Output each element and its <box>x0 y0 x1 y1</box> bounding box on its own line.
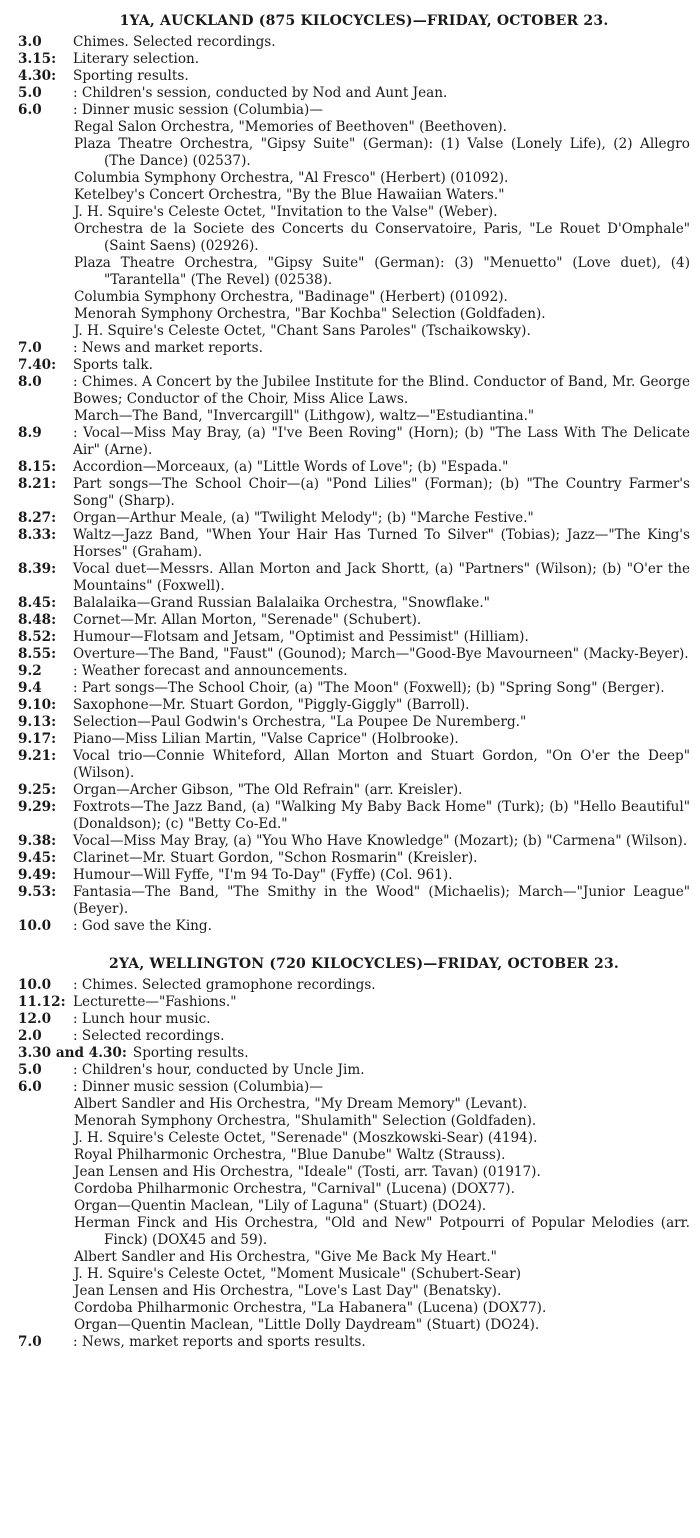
program-description: Accordion—Morceaux, (a) "Little Words of Love"; (b) "Espada." <box>73 459 509 475</box>
program-time: 8.52: <box>18 629 57 645</box>
program-description: Selection—Paul Godwin's Orchestra, "La Poupee De Nuremberg." <box>73 714 527 730</box>
program-entry <box>18 374 690 408</box>
program-time: 8.45: <box>18 595 57 611</box>
program-sub-item: Columbia Symphony Orchestra, "Badinage" (Herbert) (01092). <box>74 289 508 305</box>
program-entry <box>18 1079 690 1096</box>
program-entry <box>18 918 690 935</box>
program-sub-item: Royal Philharmonic Orchestra, "Blue Danube" Waltz (Strauss). <box>74 1147 506 1163</box>
program-entry <box>18 1028 690 1045</box>
program-entry <box>18 1011 690 1028</box>
program-entry <box>18 1045 690 1062</box>
program-description: Humour—Will Fyffe, "I'm 94 To-Day" (Fyffe) (Col. 961). <box>73 867 453 883</box>
program-time: 2.0 <box>18 1028 42 1044</box>
program-description: Sporting results. <box>132 1045 249 1061</box>
program-sub-item: Organ—Quentin Maclean, "Lily of Laguna" (Stuart) (DO24). <box>74 1198 487 1214</box>
program-description: : Chimes. Selected gramophone recordings. <box>73 977 376 993</box>
program-description: : News, market reports and sports results. <box>73 1334 366 1350</box>
program-entry <box>18 1334 690 1351</box>
program-list <box>18 977 690 1351</box>
program-sub-item: Herman Finck and His Orchestra, "Old and New" Potpourri of Popular Melodies (arr. Finck) (DOX45 and 59). <box>74 1215 690 1248</box>
program-entry <box>18 799 690 833</box>
program-description: Vocal duet—Messrs. Allan Morton and Jack Shortt, (a) "Partners" (Wilson); (b) "O'er the Mountains" (Foxwell). <box>73 561 690 594</box>
program-time: 9.29: <box>18 799 57 815</box>
program-time: 7.40: <box>18 357 57 373</box>
program-description: Part songs—The School Choir—(a) "Pond Lilies" (Forman); (b) "The Country Farmer's Song" (Sharp). <box>73 476 690 509</box>
program-entry <box>18 340 690 357</box>
program-time: 12.0 <box>18 1011 52 1027</box>
program-entry <box>18 977 690 994</box>
program-time: 3.30 and 4.30: <box>18 1045 127 1061</box>
program-entry <box>18 561 690 595</box>
program-sub-item: Jean Lensen and His Orchestra, "Love's Last Day" (Benatsky). <box>74 1283 502 1299</box>
program-description: Humour—Flotsam and Jetsam, "Optimist and Pessimist" (Hilliam). <box>73 629 529 645</box>
program-description: Piano—Miss Lilian Martin, "Valse Caprice" (Holbrooke). <box>73 731 459 747</box>
program-time: 7.0 <box>18 340 42 356</box>
program-time: 9.25: <box>18 782 57 798</box>
program-entry <box>18 476 690 510</box>
program-entry <box>18 51 690 68</box>
program-entry <box>18 867 690 884</box>
program-entry <box>18 34 690 51</box>
program-description: Fantasia—The Band, "The Smithy in the Wood" (Michaelis); March—"Junior League" (Beyer). <box>73 884 690 917</box>
program-sub-item: Orchestra de la Societe des Concerts du Conservatoire, Paris, "Le Rouet D'Omphale" (Saint Saens) (02926). <box>74 221 690 254</box>
program-entry <box>18 595 690 612</box>
program-sub-item: March—The Band, "Invercargill" (Lithgow), waltz—"Estudiantina." <box>74 408 535 424</box>
program-time: 9.13: <box>18 714 57 730</box>
program-time: 3.0 <box>18 34 42 50</box>
station-section-2ya <box>18 951 690 1351</box>
program-entry <box>18 1062 690 1079</box>
program-description: Sporting results. <box>73 68 189 84</box>
program-sub-item: Plaza Theatre Orchestra, "Gipsy Suite" (German): (1) Valse (Lonely Life), (2) Allegro (The Dance) (02537). <box>74 136 690 169</box>
program-sub-item: Jean Lensen and His Orchestra, "Ideale" (Tosti, arr. Tavan) (01917). <box>74 1164 541 1180</box>
program-time: 10.0 <box>18 918 52 934</box>
program-time: 8.9 <box>18 425 42 441</box>
program-time: 8.33: <box>18 527 57 543</box>
program-entry <box>18 85 690 102</box>
program-description: : Dinner music session (Columbia)— <box>73 102 323 118</box>
program-time: 8.27: <box>18 510 57 526</box>
program-description: : News and market reports. <box>73 340 263 356</box>
program-description: Organ—Arthur Meale, (a) "Twilight Melody"; (b) "Marche Festive." <box>73 510 534 526</box>
program-entry <box>18 357 690 374</box>
program-sub-item: J. H. Squire's Celeste Octet, "Chant Sans Paroles" (Tschaikowsky). <box>74 323 531 339</box>
program-entry <box>18 680 690 697</box>
program-description: : Chimes. A Concert by the Jubilee Institute for the Blind. Conductor of Band, Mr. George Bowes; Conductor of the Choir, Miss Alice Laws. <box>73 374 690 407</box>
program-time: 5.0 <box>18 85 42 101</box>
program-sub-item: Organ—Quentin Maclean, "Little Dolly Daydream" (Stuart) (DO24). <box>74 1317 540 1333</box>
program-description: : Weather forecast and announcements. <box>73 663 348 679</box>
program-time: 9.38: <box>18 833 57 849</box>
program-description: Clarinet—Mr. Stuart Gordon, "Schon Rosmarin" (Kreisler). <box>73 850 478 866</box>
program-description: : God save the King. <box>73 918 212 934</box>
program-description: Lecturette—"Fashions." <box>73 994 237 1010</box>
program-time: 9.4 <box>18 680 42 696</box>
program-entry <box>18 850 690 867</box>
program-sub-item: J. H. Squire's Celeste Octet, "Moment Musicale" (Schubert-Sear) <box>74 1266 522 1282</box>
program-time: 9.45: <box>18 850 57 866</box>
program-entry <box>18 646 690 663</box>
program-description: Vocal—Miss May Bray, (a) "You Who Have Knowledge" (Mozart); (b) "Carmena" (Wilson). <box>73 833 688 849</box>
program-description: Saxophone—Mr. Stuart Gordon, "Piggly-Giggly" (Barroll). <box>73 697 470 713</box>
program-time: 9.2 <box>18 663 42 679</box>
program-sub-item: Albert Sandler and His Orchestra, "My Dream Memory" (Levant). <box>74 1096 528 1112</box>
section-heading: 1YA, AUCKLAND (875 KILOCYCLES)—FRIDAY, OCTOBER 23. <box>119 13 609 29</box>
program-entry <box>18 697 690 714</box>
program-time: 4.30: <box>18 68 57 84</box>
program-sub-item: Columbia Symphony Orchestra, "Al Fresco" (Herbert) (01092). <box>74 170 509 186</box>
program-time: 9.10: <box>18 697 57 713</box>
program-time: 9.49: <box>18 867 57 883</box>
program-time: 8.55: <box>18 646 57 662</box>
program-sub-item: Menorah Symphony Orchestra, "Bar Kochba" Selection (Goldfaden). <box>74 306 546 322</box>
program-sub-item: Cordoba Philharmonic Orchestra, "La Habanera" (Lucena) (DOX77). <box>74 1300 547 1316</box>
program-time: 5.0 <box>18 1062 42 1078</box>
program-entry <box>18 714 690 731</box>
program-description: : Vocal—Miss May Bray, (a) "I've Been Roving" (Horn); (b) "The Lass With The Delicate Air" (Arne). <box>73 425 690 458</box>
program-sub-item: Albert Sandler and His Orchestra, "Give Me Back My Heart." <box>74 1249 497 1265</box>
program-description: : Children's hour, conducted by Uncle Jim. <box>73 1062 365 1078</box>
program-description: Overture—The Band, "Faust" (Gounod); March—"Good-Bye Mavourneen" (Macky-Beyer). <box>73 646 689 662</box>
program-entry <box>18 102 690 119</box>
program-sub-item: Regal Salon Orchestra, "Memories of Beethoven" (Beethoven). <box>74 119 507 135</box>
section-heading: 2YA, WELLINGTON (720 KILOCYCLES)—FRIDAY, OCTOBER 23. <box>109 956 619 972</box>
program-time: 8.15: <box>18 459 57 475</box>
program-time: 11.12: <box>18 994 66 1010</box>
program-sub-item: J. H. Squire's Celeste Octet, "Invitation to the Valse" (Weber). <box>74 204 498 220</box>
program-time: 8.48: <box>18 612 57 628</box>
station-section-1ya <box>18 8 690 935</box>
program-description: Organ—Archer Gibson, "The Old Refrain" (arr. Kreisler). <box>73 782 463 798</box>
program-entry <box>18 527 690 561</box>
program-description: Waltz—Jazz Band, "When Your Hair Has Turned To Silver" (Tobias); Jazz—"The King's Horses" (Graham). <box>73 527 690 560</box>
program-sub-item: J. H. Squire's Celeste Octet, "Serenade" (Moszkowski-Sear) (4194). <box>74 1130 538 1146</box>
program-entry <box>18 629 690 646</box>
program-description: : Selected recordings. <box>73 1028 225 1044</box>
program-time: 8.39: <box>18 561 57 577</box>
program-description: Sports talk. <box>73 357 153 373</box>
program-time: 8.21: <box>18 476 57 492</box>
program-entry <box>18 748 690 782</box>
program-entry <box>18 731 690 748</box>
program-entry <box>18 782 690 799</box>
program-entry <box>18 68 690 85</box>
program-sub-item: Ketelbey's Concert Orchestra, "By the Blue Hawaiian Waters." <box>74 187 505 203</box>
program-entry <box>18 459 690 476</box>
program-description: Vocal trio—Connie Whiteford, Allan Morton and Stuart Gordon, "On O'er the Deep" (Wilson). <box>73 748 690 781</box>
program-time: 7.0 <box>18 1334 42 1350</box>
program-description: : Children's session, conducted by Nod and Aunt Jean. <box>73 85 448 101</box>
program-description: : Part songs—The School Choir, (a) "The Moon" (Foxwell); (b) "Spring Song" (Berger). <box>73 680 665 696</box>
program-time: 9.53: <box>18 884 57 900</box>
program-description: : Lunch hour music. <box>73 1011 211 1027</box>
program-description: Chimes. Selected recordings. <box>73 34 276 50</box>
program-entry <box>18 663 690 680</box>
program-description: Cornet—Mr. Allan Morton, "Serenade" (Schubert). <box>73 612 422 628</box>
program-sub-item: Menorah Symphony Orchestra, "Shulamith" Selection (Goldfaden). <box>74 1113 537 1129</box>
program-list <box>18 34 690 935</box>
program-time: 9.17: <box>18 731 57 747</box>
program-sub-item: Cordoba Philharmonic Orchestra, "Carnival" (Lucena) (DOX77). <box>74 1181 515 1197</box>
program-description: Balalaika—Grand Russian Balalaika Orchestra, "Snowflake." <box>73 595 490 611</box>
program-time: 8.0 <box>18 374 42 390</box>
program-entry <box>18 884 690 918</box>
program-entry <box>18 510 690 527</box>
program-description: : Dinner music session (Columbia)— <box>73 1079 323 1095</box>
program-time: 6.0 <box>18 102 42 118</box>
program-entry <box>18 425 690 459</box>
program-time: 3.15: <box>18 51 57 67</box>
program-time: 6.0 <box>18 1079 42 1095</box>
program-description: Literary selection. <box>73 51 200 67</box>
program-time: 10.0 <box>18 977 52 993</box>
program-time: 9.21: <box>18 748 57 764</box>
program-sub-item: Plaza Theatre Orchestra, "Gipsy Suite" (German): (3) "Menuetto" (Love duet), (4) "Tarantella" (The Revel) (02538). <box>74 255 690 288</box>
program-entry <box>18 994 690 1011</box>
program-entry <box>18 833 690 850</box>
program-entry <box>18 612 690 629</box>
program-description: Foxtrots—The Jazz Band, (a) "Walking My Baby Back Home" (Turk); (b) "Hello Beautiful" (Donaldson); (c) "Betty Co-Ed." <box>73 799 690 832</box>
